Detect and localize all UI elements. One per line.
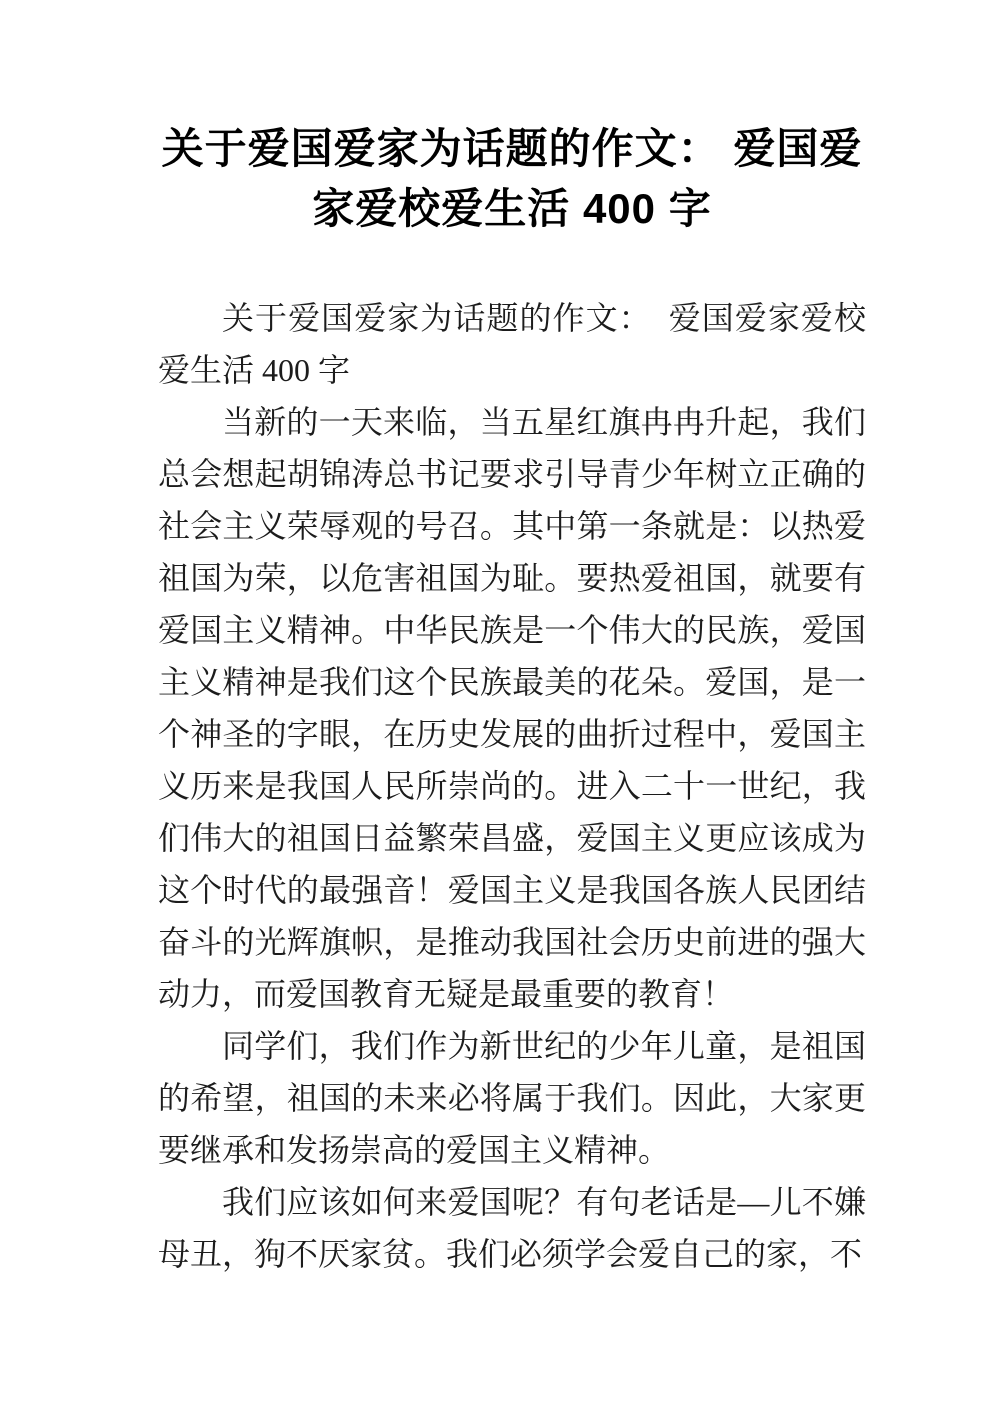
document-content [158,119,866,1280]
body-paragraph: 我们应该如何来爱国呢？有句老话是—儿不嫌母丑，狗不厌家贫。我们必须学会爱自己的家，不 [158,1184,866,1272]
document-body [158,292,866,1280]
body-paragraph: 同学们，我们作为新世纪的少年儿童，是祖国的希望，祖国的未来必将属于我们。因此，大家更要继承和发扬崇高的爱国主义精神。 [158,1028,866,1168]
document-title-line-1: 关于爱国爱家为话题的作文： 爱国爱 [161,125,863,172]
body-paragraph: 当新的一天来临，当五星红旗冉冉升起，我们总会想起胡锦涛总书记要求引导青少年树立正确的社会主义荣辱观的号召。其中第一条就是：以热爱祖国为荣，以危害祖国为耻。要热爱祖国，就要有爱国主义精神。中华民族是一个伟大的民族，爱国主义精神是我们这个民族最美的花朵。爱国，是一个神圣的字眼，在历史发展的曲折过程中，爱国主义历来是我国人民所崇尚的。进入二十一世纪，我们伟大的祖国日益繁荣昌盛，爱国主义更应该成为这个时代的最强音！爱国主义是我国各族人民团结奋斗的光辉旗帜，是推动我国社会历史前进的强大动力，而爱国教育无疑是最重要的教育！ [158,404,866,1012]
document-title [158,119,866,239]
body-paragraph: 关于爱国爱家为话题的作文： 爱国爱家爱校爱生活 400 字 [158,300,866,388]
document-title-line-2: 家爱校爱生活 400 字 [312,185,712,232]
